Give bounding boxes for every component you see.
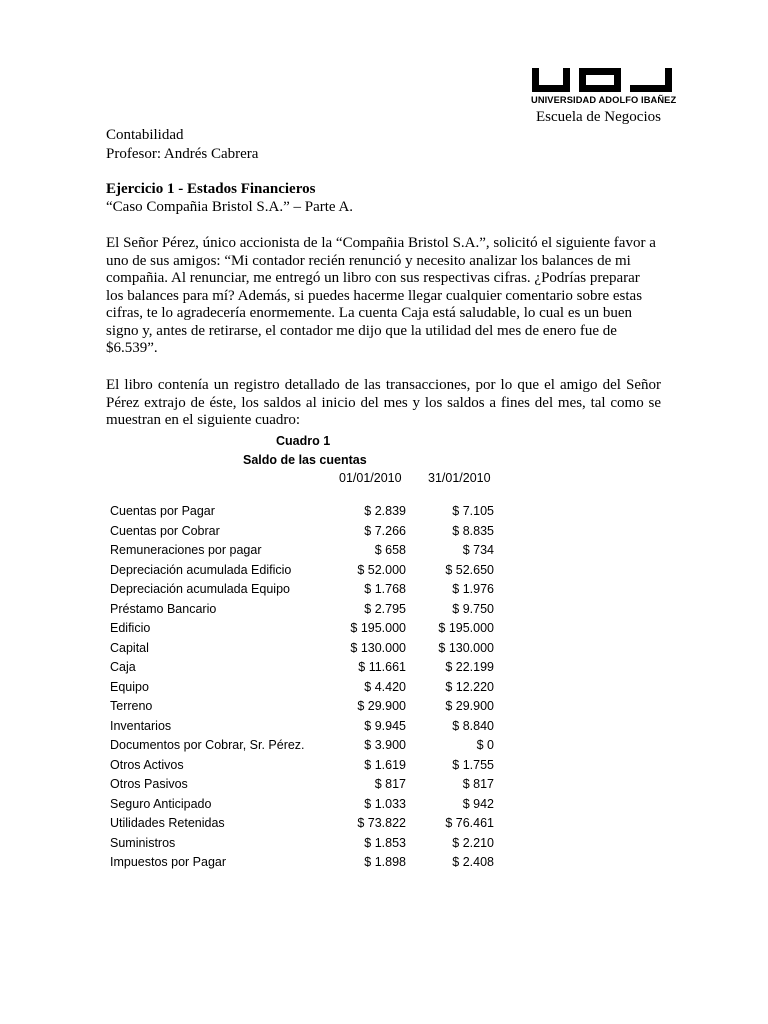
balance-start: $ 29.900: [357, 699, 406, 713]
balance-start: $ 1.619: [364, 757, 406, 772]
balance-start: $ 2.795: [364, 601, 406, 616]
balance-end: $ 942: [462, 796, 494, 811]
balance-start: $ 9.945: [364, 718, 406, 733]
balance-end: $ 817: [462, 777, 494, 791]
paragraph-1-line: $6.539”.: [106, 340, 158, 356]
balance-start: $ 4.420: [364, 679, 406, 694]
account-name: Inventarios: [110, 718, 172, 733]
uai-logo-mark: [530, 66, 674, 94]
balance-end: $ 22.199: [445, 660, 494, 674]
balance-end: $ 7.105: [452, 504, 494, 518]
account-name: Préstamo Bancario: [110, 601, 217, 616]
balance-start: $ 1.768: [364, 582, 406, 596]
balance-end: $ 1.976: [452, 582, 494, 596]
balance-start: $ 7.266: [364, 523, 406, 538]
balance-start: $ 817: [374, 777, 406, 791]
table-row: [110, 816, 500, 836]
table-row: [110, 621, 500, 641]
paragraph-1-line: los balances para mí? Además, si puedes hacerme llegar cualquier comentario sobre estas: [106, 287, 643, 304]
balance-end: $ 12.220: [445, 679, 494, 694]
account-name: Depreciación acumulada Edificio: [110, 562, 292, 577]
paragraph-2: [106, 377, 661, 430]
balance-table: [110, 504, 500, 875]
balance-start: $ 52.000: [357, 562, 406, 577]
table-row: [110, 660, 500, 680]
balance-start: $ 195.000: [350, 621, 406, 635]
account-name: Otros Pasivos: [110, 777, 188, 791]
balance-end: $ 2.408: [452, 855, 494, 869]
account-name: Caja: [110, 660, 136, 674]
account-name: Edificio: [110, 621, 151, 635]
exercise-title: Ejercicio 1 - Estados Financieros: [106, 181, 316, 197]
account-name: Remuneraciones por pagar: [110, 543, 262, 557]
account-name: Otros Activos: [110, 757, 184, 772]
balance-start: $ 2.839: [364, 504, 406, 518]
balance-start: $ 73.822: [357, 816, 406, 830]
course-name: Contabilidad: [106, 127, 184, 143]
balance-end: $ 130.000: [438, 640, 494, 655]
balance-end: $ 1.755: [452, 757, 494, 772]
table-row: [110, 602, 500, 622]
balance-end: $ 8.835: [452, 523, 494, 538]
table-row: [110, 563, 500, 583]
account-name: Terreno: [110, 699, 153, 713]
balance-start: $ 3.900: [364, 738, 406, 752]
table-row: [110, 758, 500, 778]
account-name: Seguro Anticipado: [110, 796, 212, 811]
table-row: [110, 680, 500, 700]
table-row: [110, 719, 500, 739]
balance-end: $ 195.000: [438, 621, 494, 635]
table-row: [110, 504, 500, 524]
balance-start: $ 11.661: [358, 660, 406, 674]
table-row: [110, 524, 500, 544]
table-row: [110, 699, 500, 719]
paragraph-1: [106, 235, 661, 358]
professor-name: Profesor: Andrés Cabrera: [106, 146, 259, 162]
balance-end: $ 52.650: [445, 562, 494, 577]
balance-end: $ 29.900: [445, 699, 494, 713]
account-name: Capital: [110, 640, 149, 655]
account-name: Documentos por Cobrar, Sr. Pérez.: [110, 738, 305, 752]
school-name: Escuela de Negocios: [536, 109, 661, 125]
table-row: [110, 641, 500, 661]
paragraph-1-line: compañia. Al renunciar, me entregó un libro con sus respectivas cifras. ¿Podrías preparar: [106, 270, 640, 286]
balance-start: $ 1.033: [364, 796, 406, 811]
paragraph-2-line: muestran en el siguiente cuadro:: [106, 412, 301, 428]
table-row: [110, 855, 500, 875]
table-row: [110, 738, 500, 758]
uai-logo: [530, 66, 674, 94]
balance-start: $ 1.898: [364, 855, 406, 869]
paragraph-2-line: El libro contenía un registro detallado de las transacciones, por lo que el amigo del Señor: [106, 377, 661, 393]
balance-start: $ 130.000: [350, 640, 406, 655]
table-row: [110, 582, 500, 602]
balance-end: $ 2.210: [452, 835, 494, 850]
balance-start: $ 658: [374, 543, 406, 557]
balance-end: $ 9.750: [452, 601, 494, 616]
account-name: Cuentas por Cobrar: [110, 523, 220, 538]
account-name: Cuentas por Pagar: [110, 504, 215, 518]
table-row: [110, 777, 500, 797]
account-name: Impuestos por Pagar: [110, 855, 227, 869]
column-header-end: 31/01/2010: [428, 471, 491, 485]
paragraph-1-line: uno de sus amigos: “Mi contador recién renunció y necesito analizar los balances de mi: [106, 252, 631, 269]
paragraph-2-line: Pérez extrajo de éste, los saldos al inicio del mes y los saldos a fines del mes, tal como se: [106, 394, 661, 411]
balance-end: $ 0: [476, 738, 494, 752]
balance-end: $ 734: [462, 543, 494, 557]
table-subcaption: Saldo de las cuentas: [243, 453, 367, 467]
table-row: [110, 797, 500, 817]
account-name: Equipo: [110, 679, 149, 694]
paragraph-1-line: cifras, te lo agradecería enormemente. La cuenta Caja está saludable, lo cual es un buen: [106, 305, 633, 321]
balance-start: $ 1.853: [364, 835, 406, 850]
table-caption: Cuadro 1: [276, 434, 331, 448]
account-name: Suministros: [110, 835, 176, 850]
account-name: Depreciación acumulada Equipo: [110, 582, 290, 596]
balance-end: $ 76.461: [445, 816, 494, 830]
table-row: [110, 836, 500, 856]
paragraph-1-line: El Señor Pérez, único accionista de la “Compañia Bristol S.A.”, solicitó el siguiente favor a: [106, 235, 656, 251]
balance-end: $ 8.840: [452, 718, 494, 733]
column-header-start: 01/01/2010: [339, 471, 402, 485]
paragraph-1-line: signo y, antes de retirarse, el contador me dijo que la utilidad del mes de enero fue de: [106, 322, 617, 339]
logo-university-name: UNIVERSIDAD ADOLFO IBAÑEZ: [531, 95, 677, 105]
table-row: [110, 543, 500, 563]
exercise-subtitle: “Caso Compañia Bristol S.A.” – Parte A.: [106, 199, 354, 215]
account-name: Utilidades Retenidas: [110, 816, 225, 830]
